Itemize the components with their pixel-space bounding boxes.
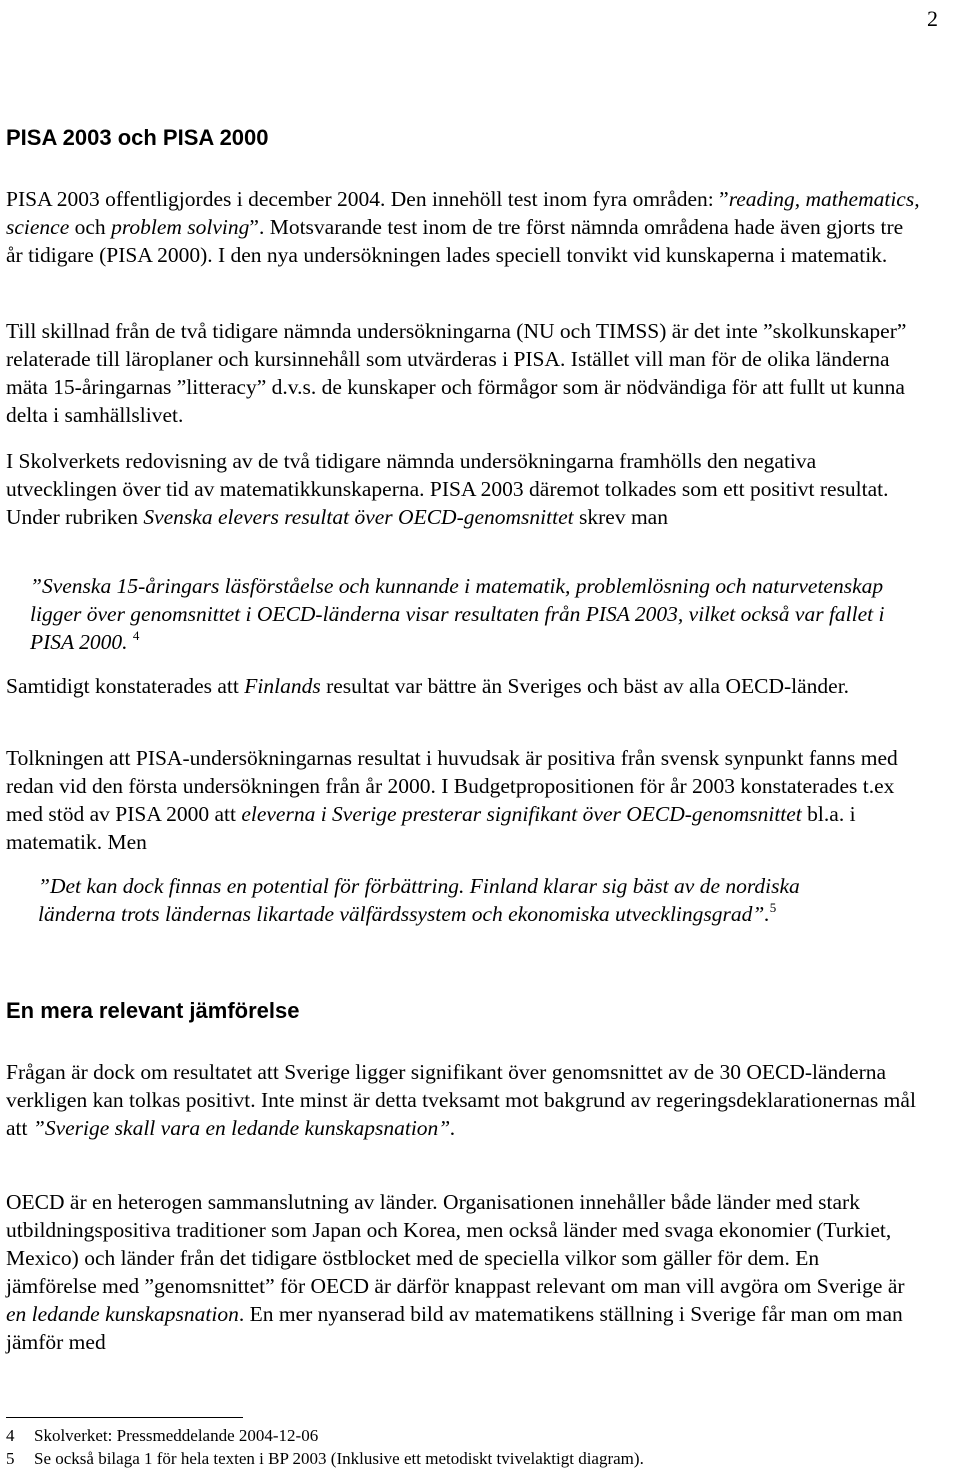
footnote-5: 5 Se också bilaga 1 för hela texten i BP 2003 (Inklusive ett metodiskt tvivelaktigt diagram). [6, 1449, 644, 1468]
paragraph-intro: PISA 2003 offentligjordes i december 2004. Den innehöll test inom fyra områden: ”reading, mathematics, science och problem solving”. Motsvarande test inom de tre först nämnda områdena hade även gjorts tre år tidigare (PISA 2000). I den nya undersökningen lades speciell tonvikt vid kunskaperna i matematik. [6, 187, 920, 267]
page-number: 2 [927, 6, 938, 31]
quote-budget: ”Det kan dock finnas en potential för förbättring. Finland klarar sig bäst av de nordiska länderna trots ländernas likartade välfärdssystem och ekonomiska utvecklingsgrad”.$^5$ [38, 874, 800, 926]
footnote-ref-5: 5 [769, 900, 777, 915]
paragraph-question: Frågan är dock om resultatet att Sverige ligger signifikant över genomsnittet av de 30 OECD-länderna verkligen kan tolkas positivt. Inte minst är detta tveksamt mot bakgrund av regeringsdeklarationernas mål att ”Sverige skall vara en ledande kunskapsnation”. [6, 1060, 916, 1140]
section-heading-comparison: En mera relevant jämförelse [6, 998, 300, 1023]
paragraph-budget: Tolkningen att PISA-undersökningarnas resultat i huvudsak är positiva från svensk synpunkt fanns med redan vid den första undersökningen från år 2000. I Budgetpropositionen för år 2003 konstaterades t.ex med stöd av PISA 2000 att eleverna i Sverige presterar signifikant över OECD-genomsnittet bl.a. i matematik. Men [6, 746, 898, 854]
paragraph-oecd: OECD är en heterogen sammanslutning av länder. Organisationen innehåller både länder med stark utbildningspositiva traditioner som Japan och Korea, men också länder med svaga ekonomier (Turkiet, Mexico) och länder från det tidigare östblocket med de speciella vilkor som gäller för dem. En jämförelse med ”genomsnittet” för OECD är därför knappast relevant om man vill avgöra om Sverige är en ledande kunskapsnation. En mer nyanserad bild av matematikens ställning i Sverige får man om man jämför med [6, 1190, 905, 1354]
section-heading-pisa: PISA 2003 och PISA 2000 [6, 125, 269, 150]
footnote-ref-4: 4 [132, 628, 140, 643]
quote-skolverket: ”Svenska 15-åringars läsförståelse och kunnande i matematik, problemlösning och naturvetenskap ligger över genomsnittet i OECD-länderna visar resultaten från PISA 2003, vilket också var fallet i PISA 2000. $^4$ [30, 574, 885, 654]
paragraph-skolverket: I Skolverkets redovisning av de två tidigare nämnda undersökningarna framhölls den negativa utvecklingen över tid av matematikkunskaperna. PISA 2003 däremot tolkades som ett positivt resultat. Under rubriken Svenska elevers resultat över OECD-genomsnittet skrev man [6, 449, 889, 529]
paragraph-literacy: Till skillnad från de två tidigare nämnda undersökningarna (NU och TIMSS) är det inte ”skolkunskaper” relaterade till läroplaner och kursinnehåll som utvärderas i PISA. Istället vill man för de olika länderna mäta 15-åringarnas ”litteracy” d.v.s. de kunskaper och förmågor som är nödvändiga för att fullt ut kunna delta i samhällslivet. [6, 319, 907, 427]
footnote-divider [6, 1417, 243, 1418]
paragraph-finland: Samtidigt konstaterades att Finlands resultat var bättre än Sveriges och bäst av alla OECD-länder. [6, 674, 850, 698]
footnote-4: 4 Skolverket: Pressmeddelande 2004-12-06 [6, 1426, 319, 1445]
